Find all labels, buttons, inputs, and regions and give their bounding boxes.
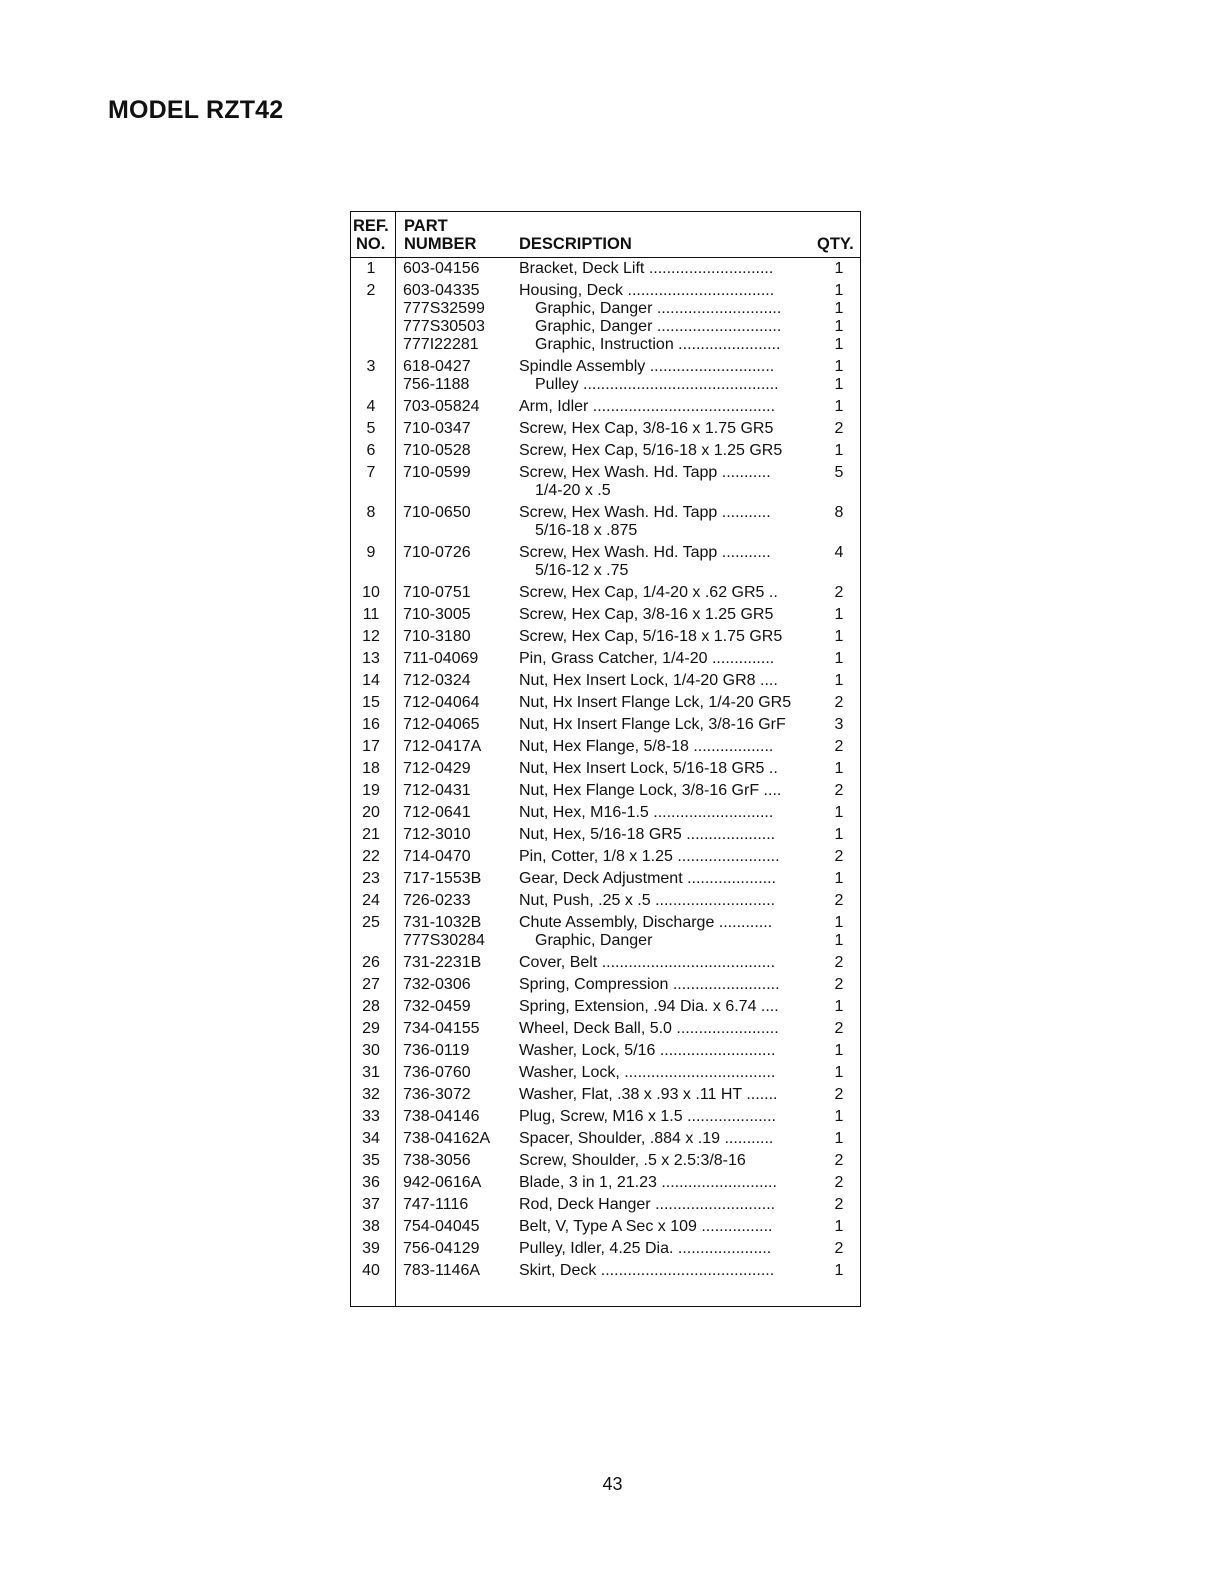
table-sub-row [351, 300, 862, 318]
part-number-cell: 726-0233 [403, 892, 471, 909]
table-row [351, 694, 862, 712]
description-cell: Screw, Shoulder, .5 x 2.5:3/8-16 [519, 1152, 746, 1169]
description-cell: Screw, Hex Cap, 1/4-20 x .62 GR5 .. [519, 584, 778, 601]
qty-cell: 1 [834, 318, 844, 335]
header-no: NO. [356, 235, 386, 253]
table-row [351, 976, 862, 994]
qty-cell: 1 [834, 1218, 844, 1235]
qty-cell: 2 [834, 738, 844, 755]
ref-cell: 7 [366, 464, 376, 481]
ref-cell: 33 [362, 1108, 380, 1125]
table-row [351, 606, 862, 624]
description-cell: 5/16-18 x .875 [535, 522, 638, 539]
qty-cell: 1 [834, 1042, 844, 1059]
table-row [351, 716, 862, 734]
description-cell: Spacer, Shoulder, .884 x .19 ........... [519, 1130, 774, 1147]
qty-cell: 2 [834, 694, 844, 711]
qty-cell: 2 [834, 848, 844, 865]
qty-cell: 1 [834, 650, 844, 667]
table-row [351, 1174, 862, 1192]
table-row [351, 544, 862, 562]
ref-cell: 17 [362, 738, 380, 755]
ref-cell: 13 [362, 650, 380, 667]
ref-cell: 6 [366, 442, 376, 459]
part-number-cell: 710-0726 [403, 544, 471, 561]
description-cell: Screw, Hex Wash. Hd. Tapp ........... [519, 464, 771, 481]
part-number-cell: 754-04045 [403, 1218, 480, 1235]
qty-cell: 1 [834, 282, 844, 299]
table-row [351, 464, 862, 482]
ref-cell: 38 [362, 1218, 380, 1235]
table-row [351, 1086, 862, 1104]
description-cell: 5/16-12 x .75 [535, 562, 629, 579]
ref-cell: 8 [366, 504, 376, 521]
part-number-cell: 712-3010 [403, 826, 471, 843]
ref-cell: 28 [362, 998, 380, 1015]
table-row [351, 420, 862, 438]
description-cell: Nut, Hex Flange, 5/8-18 .................. [519, 738, 774, 755]
description-cell: Nut, Hex, 5/16-18 GR5 .................... [519, 826, 776, 843]
ref-cell: 36 [362, 1174, 380, 1191]
header-qty: QTY. [817, 235, 854, 253]
table-row [351, 1020, 862, 1038]
ref-cell: 4 [366, 398, 376, 415]
table-row [351, 1152, 862, 1170]
ref-cell: 25 [362, 914, 380, 931]
part-number-cell: 710-0528 [403, 442, 471, 459]
ref-cell: 37 [362, 1196, 380, 1213]
page-title: MODEL RZT42 [108, 96, 284, 124]
description-cell: Belt, V, Type A Sec x 109 ................ [519, 1218, 773, 1235]
table-row [351, 1064, 862, 1082]
part-number-cell: 710-0751 [403, 584, 471, 601]
table-row [351, 738, 862, 756]
table-row [351, 442, 862, 460]
qty-cell: 2 [834, 1152, 844, 1169]
table-sub-row [351, 336, 862, 354]
ref-cell: 20 [362, 804, 380, 821]
header-part: PART [404, 217, 448, 235]
ref-cell: 11 [362, 606, 380, 623]
qty-cell: 2 [834, 1174, 844, 1191]
description-cell: Washer, Lock, 5/16 .......................... [519, 1042, 776, 1059]
qty-cell: 2 [834, 954, 844, 971]
description-cell: Gear, Deck Adjustment .................... [519, 870, 776, 887]
qty-cell: 1 [834, 914, 844, 931]
part-number-cell: 783-1146A [403, 1262, 481, 1279]
ref-cell: 19 [362, 782, 380, 799]
header-divider [351, 257, 860, 258]
qty-cell: 8 [834, 504, 844, 521]
part-number-cell: 736-0760 [403, 1064, 471, 1081]
qty-cell: 2 [834, 1020, 844, 1037]
part-number-cell: 710-3005 [403, 606, 471, 623]
description-cell: Nut, Hex Insert Lock, 5/16-18 GR5 .. [519, 760, 778, 777]
qty-cell: 3 [834, 716, 844, 733]
part-number-cell: 710-0650 [403, 504, 471, 521]
description-cell: Wheel, Deck Ball, 5.0 ....................... [519, 1020, 779, 1037]
part-number-cell: 738-04162A [403, 1130, 491, 1147]
ref-cell: 1 [366, 260, 376, 277]
part-number-cell: 712-04064 [403, 694, 480, 711]
part-number-cell: 736-3072 [403, 1086, 471, 1103]
description-cell: Graphic, Danger [535, 932, 653, 949]
table-row [351, 358, 862, 376]
qty-cell: 2 [834, 1086, 844, 1103]
table-sub-row [351, 932, 862, 950]
part-number-cell: 703-05824 [403, 398, 480, 415]
description-cell: Pulley ............................................ [535, 376, 779, 393]
description-cell: Screw, Hex Cap, 5/16-18 x 1.75 GR5 [519, 628, 783, 645]
part-number-cell: 603-04156 [403, 260, 480, 277]
description-cell: Bracket, Deck Lift ............................ [519, 260, 774, 277]
header-description: DESCRIPTION [519, 235, 632, 253]
table-row [351, 914, 862, 932]
table-row [351, 998, 862, 1016]
qty-cell: 1 [834, 336, 844, 353]
ref-cell: 24 [362, 892, 380, 909]
description-cell: Spindle Assembly ............................ [519, 358, 775, 375]
part-number-cell: 777I22281 [403, 336, 479, 353]
ref-cell: 14 [362, 672, 380, 689]
qty-cell: 2 [834, 892, 844, 909]
table-row [351, 1262, 862, 1280]
table-row [351, 804, 862, 822]
part-number-cell: 710-3180 [403, 628, 471, 645]
qty-cell: 2 [834, 976, 844, 993]
part-number-cell: 734-04155 [403, 1020, 480, 1037]
qty-cell: 1 [834, 1130, 844, 1147]
table-row [351, 760, 862, 778]
qty-cell: 1 [834, 826, 844, 843]
part-number-cell: 731-1032B [403, 914, 482, 931]
table-row [351, 282, 862, 300]
table-row [351, 782, 862, 800]
qty-cell: 1 [834, 1262, 844, 1279]
ref-cell: 15 [362, 694, 380, 711]
description-cell: Washer, Flat, .38 x .93 x .11 HT ....... [519, 1086, 778, 1103]
qty-cell: 1 [834, 300, 844, 317]
table-sub-row [351, 376, 862, 394]
table-row [351, 650, 862, 668]
part-number-cell: 710-0347 [403, 420, 471, 437]
qty-cell: 1 [834, 606, 844, 623]
description-cell: Graphic, Danger ............................ [535, 318, 782, 335]
ref-cell: 35 [362, 1152, 380, 1169]
part-number-cell: 756-04129 [403, 1240, 480, 1257]
part-number-cell: 710-0599 [403, 464, 471, 481]
qty-cell: 1 [834, 260, 844, 277]
ref-cell: 3 [366, 358, 376, 375]
ref-cell: 26 [362, 954, 380, 971]
table-row [351, 398, 862, 416]
part-number-cell: 777S30503 [403, 318, 485, 335]
table-row [351, 848, 862, 866]
part-number-cell: 712-0417A [403, 738, 482, 755]
table-row [351, 584, 862, 602]
description-cell: Arm, Idler ......................................... [519, 398, 776, 415]
part-number-cell: 732-0306 [403, 976, 471, 993]
description-cell: Housing, Deck ................................. [519, 282, 775, 299]
ref-cell: 10 [362, 584, 380, 601]
header-ref: REF. [353, 217, 389, 235]
part-number-cell: 777S32599 [403, 300, 485, 317]
description-cell: Screw, Hex Cap, 5/16-18 x 1.25 GR5 [519, 442, 783, 459]
description-cell: Screw, Hex Wash. Hd. Tapp ........... [519, 504, 771, 521]
ref-cell: 12 [362, 628, 380, 645]
qty-cell: 4 [834, 544, 844, 561]
ref-cell: 21 [362, 826, 380, 843]
qty-cell: 1 [834, 398, 844, 415]
ref-cell: 27 [362, 976, 380, 993]
description-cell: Nut, Hex, M16-1.5 ........................... [519, 804, 774, 821]
ref-cell: 32 [362, 1086, 380, 1103]
description-cell: Skirt, Deck ....................................... [519, 1262, 775, 1279]
part-number-cell: 712-04065 [403, 716, 480, 733]
table-sub-row [351, 318, 862, 336]
ref-cell: 23 [362, 870, 380, 887]
part-number-cell: 717-1553B [403, 870, 482, 887]
table-row [351, 1108, 862, 1126]
part-number-cell: 777S30284 [403, 932, 485, 949]
qty-cell: 1 [834, 1108, 844, 1125]
description-cell: Nut, Hx Insert Flange Lck, 1/4-20 GR5 [519, 694, 792, 711]
ref-cell: 16 [362, 716, 380, 733]
description-cell: Nut, Push, .25 x .5 ........................... [519, 892, 776, 909]
qty-cell: 1 [834, 442, 844, 459]
description-cell: Nut, Hex Flange Lock, 3/8-16 GrF .... [519, 782, 782, 799]
header-number: NUMBER [404, 235, 477, 253]
part-number-cell: 738-3056 [403, 1152, 471, 1169]
table-row [351, 1130, 862, 1148]
description-cell: Screw, Hex Wash. Hd. Tapp ........... [519, 544, 771, 561]
table-row [351, 892, 862, 910]
qty-cell: 1 [834, 760, 844, 777]
qty-cell: 1 [834, 804, 844, 821]
ref-cell: 30 [362, 1042, 380, 1059]
description-cell: Spring, Compression ........................ [519, 976, 780, 993]
ref-cell: 9 [366, 544, 376, 561]
ref-cell: 34 [362, 1130, 380, 1147]
ref-cell: 40 [362, 1262, 380, 1279]
table-row [351, 826, 862, 844]
part-number-cell: 712-0324 [403, 672, 471, 689]
qty-cell: 1 [834, 376, 844, 393]
table-sub-row [351, 562, 862, 580]
ref-cell: 2 [366, 282, 376, 299]
description-cell: Nut, Hx Insert Flange Lck, 3/8-16 GrF [519, 716, 786, 733]
table-row [351, 870, 862, 888]
parts-table [350, 211, 861, 1307]
ref-cell: 31 [362, 1064, 380, 1081]
page-number: 43 [602, 1474, 623, 1494]
part-number-cell: 618-0427 [403, 358, 471, 375]
part-number-cell: 736-0119 [403, 1042, 470, 1059]
part-number-cell: 714-0470 [403, 848, 471, 865]
table-row [351, 1042, 862, 1060]
qty-cell: 1 [834, 358, 844, 375]
part-number-cell: 711-04069 [403, 650, 479, 667]
table-row [351, 672, 862, 690]
description-cell: Nut, Hex Insert Lock, 1/4-20 GR8 .... [519, 672, 778, 689]
table-row [351, 954, 862, 972]
qty-cell: 1 [834, 998, 844, 1015]
qty-cell: 1 [834, 628, 844, 645]
table-row [351, 1240, 862, 1258]
part-number-cell: 712-0431 [403, 782, 471, 799]
description-cell: Spring, Extension, .94 Dia. x 6.74 .... [519, 998, 779, 1015]
ref-cell: 39 [362, 1240, 380, 1257]
ref-cell: 5 [366, 420, 376, 437]
description-cell: Graphic, Danger ............................ [535, 300, 782, 317]
table-row [351, 504, 862, 522]
description-cell: Pin, Grass Catcher, 1/4-20 .............. [519, 650, 775, 667]
qty-cell: 2 [834, 1196, 844, 1213]
qty-cell: 2 [834, 420, 844, 437]
description-cell: Rod, Deck Hanger ........................... [519, 1196, 776, 1213]
description-cell: Blade, 3 in 1, 21.23 .......................... [519, 1174, 777, 1191]
qty-cell: 1 [834, 870, 844, 887]
qty-cell: 5 [834, 464, 844, 481]
part-number-cell: 603-04335 [403, 282, 480, 299]
ref-cell: 29 [362, 1020, 380, 1037]
part-number-cell: 942-0616A [403, 1174, 482, 1191]
part-number-cell: 738-04146 [403, 1108, 480, 1125]
qty-cell: 2 [834, 1240, 844, 1257]
qty-cell: 2 [834, 782, 844, 799]
description-cell: Pin, Cotter, 1/8 x 1.25 ....................... [519, 848, 780, 865]
description-cell: 1/4-20 x .5 [535, 482, 611, 499]
table-row [351, 628, 862, 646]
part-number-cell: 756-1188 [403, 376, 470, 393]
description-cell: Screw, Hex Cap, 3/8-16 x 1.75 GR5 [519, 420, 774, 437]
table-row [351, 1218, 862, 1236]
description-cell: Washer, Lock, .................................. [519, 1064, 776, 1081]
description-cell: Plug, Screw, M16 x 1.5 .................... [519, 1108, 776, 1125]
part-number-cell: 732-0459 [403, 998, 471, 1015]
qty-cell: 2 [834, 584, 844, 601]
part-number-cell: 712-0641 [403, 804, 471, 821]
description-cell: Graphic, Instruction ....................... [535, 336, 781, 353]
description-cell: Screw, Hex Cap, 3/8-16 x 1.25 GR5 [519, 606, 774, 623]
part-number-cell: 712-0429 [403, 760, 471, 777]
table-sub-row [351, 482, 862, 500]
table-sub-row [351, 522, 862, 540]
qty-cell: 1 [834, 1064, 844, 1081]
table-row [351, 260, 862, 278]
ref-cell: 22 [362, 848, 380, 865]
qty-cell: 1 [834, 932, 844, 949]
table-row [351, 1196, 862, 1214]
qty-cell: 1 [834, 672, 844, 689]
part-number-cell: 747-1116 [403, 1196, 469, 1213]
ref-cell: 18 [362, 760, 380, 777]
description-cell: Chute Assembly, Discharge ............ [519, 914, 773, 931]
description-cell: Pulley, Idler, 4.25 Dia. ..................... [519, 1240, 772, 1257]
part-number-cell: 731-2231B [403, 954, 482, 971]
description-cell: Cover, Belt ....................................... [519, 954, 776, 971]
